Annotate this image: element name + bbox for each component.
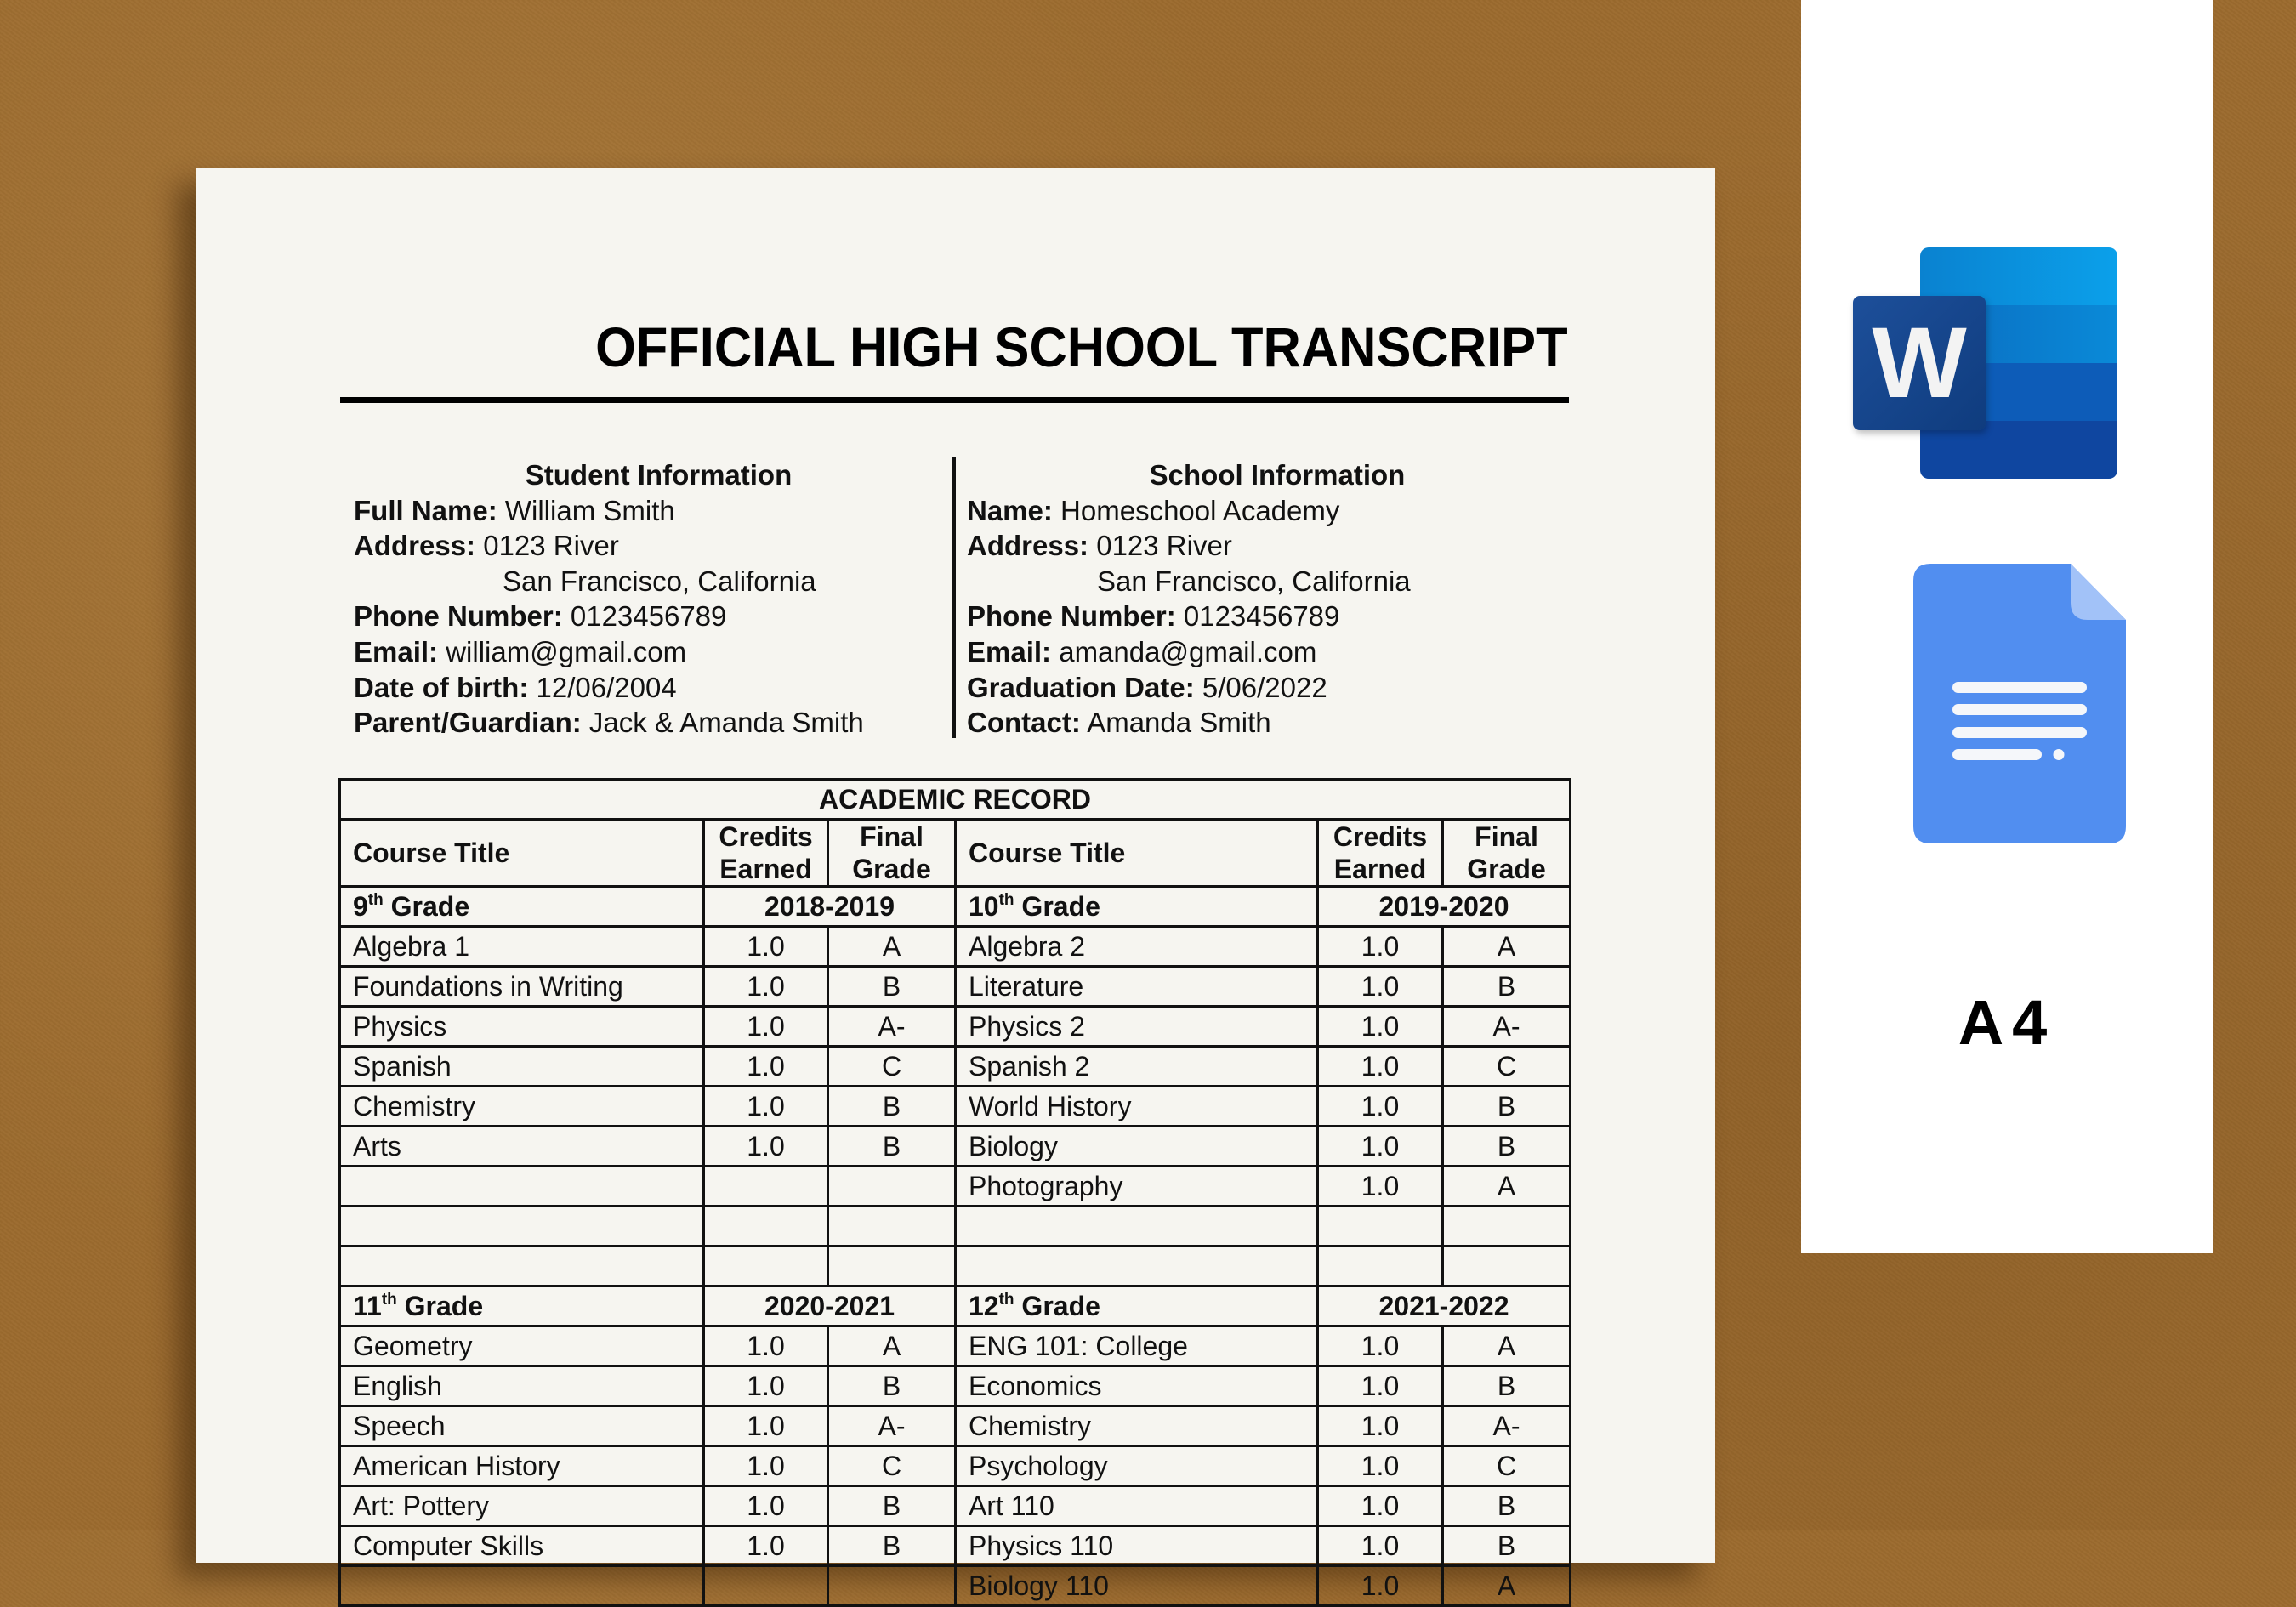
course-cell bbox=[956, 1246, 1318, 1286]
course-cell: Biology 110 bbox=[956, 1566, 1318, 1606]
ordinal-suffix: th bbox=[998, 891, 1014, 909]
grade-level-label bbox=[340, 887, 704, 927]
value: 0123456789 bbox=[570, 600, 727, 633]
paper-size-label: A4 bbox=[1958, 987, 2056, 1058]
table-row bbox=[340, 1446, 1571, 1486]
school-info-heading: School Information bbox=[1149, 459, 1406, 491]
grade-number: 10 bbox=[969, 891, 999, 922]
school-name bbox=[967, 493, 1579, 529]
course-cell: Chemistry bbox=[340, 1087, 704, 1127]
value: Amanda Smith bbox=[1087, 707, 1271, 739]
student-full-name bbox=[354, 493, 949, 529]
student-information bbox=[354, 457, 949, 741]
grade-level-row bbox=[340, 1286, 1571, 1326]
credits-cell bbox=[1318, 1246, 1443, 1286]
course-cell bbox=[956, 1207, 1318, 1246]
credits-cell: 1.0 bbox=[704, 967, 828, 1007]
value: Jack & Amanda Smith bbox=[588, 707, 864, 739]
school-information bbox=[967, 457, 1579, 741]
course-cell: Spanish bbox=[340, 1047, 704, 1087]
course-cell: Spanish 2 bbox=[956, 1047, 1318, 1087]
transcript-page bbox=[196, 168, 1715, 1601]
table-row bbox=[340, 1406, 1571, 1446]
label: Address: bbox=[354, 530, 476, 562]
grade-number: 12 bbox=[969, 1291, 999, 1321]
credits-cell: 1.0 bbox=[1318, 1446, 1443, 1486]
credits-cell: 1.0 bbox=[1318, 1167, 1443, 1207]
credits-cell: 1.0 bbox=[1318, 1526, 1443, 1566]
value: amanda@gmail.com bbox=[1059, 635, 1317, 667]
value: William Smith bbox=[504, 494, 675, 526]
course-cell: Speech bbox=[340, 1406, 704, 1446]
format-side-panel bbox=[1801, 0, 2213, 1253]
value: 0123 River bbox=[1096, 530, 1232, 562]
course-cell: Physics 110 bbox=[956, 1526, 1318, 1566]
document-title: OFFICIAL HIGH SCHOOL TRANSCRIPT bbox=[595, 315, 1568, 378]
label: Phone Number: bbox=[967, 600, 1176, 633]
label: Phone Number: bbox=[354, 600, 563, 633]
credits-cell: 1.0 bbox=[1318, 927, 1443, 967]
ordinal-suffix: th bbox=[381, 1291, 397, 1309]
grade-word: Grade bbox=[1021, 1291, 1100, 1321]
credits-cell: 1.0 bbox=[1318, 1406, 1443, 1446]
course-cell: Algebra 2 bbox=[956, 927, 1318, 967]
course-cell: Algebra 1 bbox=[340, 927, 704, 967]
grade-cell: C bbox=[1443, 1446, 1571, 1486]
student-info-heading: Student Information bbox=[525, 459, 793, 491]
google-docs-icon[interactable] bbox=[1913, 564, 2126, 843]
grade-cell: B bbox=[828, 1366, 956, 1406]
credits-cell bbox=[704, 1207, 828, 1246]
table-row bbox=[340, 1127, 1571, 1167]
credits-cell: 1.0 bbox=[704, 1406, 828, 1446]
label: Date of birth: bbox=[354, 671, 529, 703]
credits-cell: 1.0 bbox=[704, 1127, 828, 1167]
grade-number: 9 bbox=[353, 891, 368, 922]
header-final-grade bbox=[828, 820, 956, 887]
school-email bbox=[967, 634, 1579, 670]
grade-word: Grade bbox=[404, 1291, 484, 1321]
credits-cell: 1.0 bbox=[704, 1366, 828, 1406]
table-row bbox=[340, 1526, 1571, 1566]
header-credits-earned bbox=[1318, 820, 1443, 887]
table-row bbox=[340, 1047, 1571, 1087]
grade-cell: B bbox=[828, 967, 956, 1007]
academic-record-table bbox=[338, 778, 1571, 1607]
course-cell: Geometry bbox=[340, 1326, 704, 1366]
course-cell bbox=[340, 1246, 704, 1286]
credits-cell: 1.0 bbox=[704, 1047, 828, 1087]
grade-cell: B bbox=[1443, 1087, 1571, 1127]
grade-cell: B bbox=[828, 1127, 956, 1167]
course-cell: English bbox=[340, 1366, 704, 1406]
header-line: Earned bbox=[719, 854, 812, 884]
grade-cell: B bbox=[828, 1526, 956, 1566]
credits-cell: 1.0 bbox=[1318, 1326, 1443, 1366]
grade-cell: A bbox=[1443, 927, 1571, 967]
info-divider bbox=[952, 457, 956, 738]
grade-level-label bbox=[340, 1286, 704, 1326]
grade-cell: B bbox=[1443, 967, 1571, 1007]
label: Name: bbox=[967, 494, 1053, 526]
course-cell: Psychology bbox=[956, 1446, 1318, 1486]
grade-cell: B bbox=[828, 1486, 956, 1526]
header-line: Credits bbox=[719, 821, 813, 852]
course-cell: Economics bbox=[956, 1366, 1318, 1406]
table-row bbox=[340, 1326, 1571, 1366]
student-dob bbox=[354, 670, 949, 706]
table-row bbox=[340, 927, 1571, 967]
credits-cell: 1.0 bbox=[1318, 1127, 1443, 1167]
course-cell: Arts bbox=[340, 1127, 704, 1167]
header-line: Final bbox=[860, 821, 924, 852]
academic-record-title: ACADEMIC RECORD bbox=[340, 780, 1571, 820]
credits-cell: 1.0 bbox=[704, 1446, 828, 1486]
grade-cell bbox=[828, 1566, 956, 1606]
label: Full Name: bbox=[354, 494, 497, 526]
credits-cell: 1.0 bbox=[704, 1326, 828, 1366]
grade-level-label bbox=[956, 1286, 1318, 1326]
header-course-title: Course Title bbox=[340, 820, 704, 887]
credits-cell: 1.0 bbox=[704, 1007, 828, 1047]
course-cell: Foundations in Writing bbox=[340, 967, 704, 1007]
label: Parent/Guardian: bbox=[354, 707, 582, 739]
value: 0123456789 bbox=[1183, 600, 1340, 633]
header-line: Credits bbox=[1333, 821, 1428, 852]
credits-cell: 1.0 bbox=[1318, 1007, 1443, 1047]
grade-cell bbox=[1443, 1207, 1571, 1246]
grade-cell bbox=[828, 1167, 956, 1207]
value: 5/06/2022 bbox=[1202, 671, 1327, 703]
credits-cell bbox=[704, 1167, 828, 1207]
header-line: Final bbox=[1475, 821, 1538, 852]
course-cell: Art 110 bbox=[956, 1486, 1318, 1526]
grade-cell: C bbox=[828, 1446, 956, 1486]
course-cell: ENG 101: College bbox=[956, 1326, 1318, 1366]
student-email bbox=[354, 634, 949, 670]
table-row bbox=[340, 1566, 1571, 1606]
credits-cell bbox=[1318, 1207, 1443, 1246]
grade-word: Grade bbox=[1021, 891, 1100, 922]
course-cell: Physics bbox=[340, 1007, 704, 1047]
grade-cell: B bbox=[1443, 1526, 1571, 1566]
course-cell bbox=[340, 1566, 704, 1606]
grade-number: 11 bbox=[353, 1291, 382, 1321]
course-cell: Literature bbox=[956, 967, 1318, 1007]
label: Email: bbox=[967, 635, 1052, 667]
credits-cell bbox=[704, 1246, 828, 1286]
table-row bbox=[340, 1207, 1571, 1246]
grade-word: Grade bbox=[390, 891, 470, 922]
course-cell: Chemistry bbox=[956, 1406, 1318, 1446]
credits-cell: 1.0 bbox=[704, 1486, 828, 1526]
header-line: Grade bbox=[1467, 854, 1546, 884]
header-line: Earned bbox=[1333, 854, 1427, 884]
grade-cell: C bbox=[1443, 1047, 1571, 1087]
grade-cell: A bbox=[828, 1326, 956, 1366]
grade-cell: C bbox=[828, 1047, 956, 1087]
grade-cell: A- bbox=[1443, 1406, 1571, 1446]
label: Email: bbox=[354, 635, 439, 667]
course-cell: Computer Skills bbox=[340, 1526, 704, 1566]
value: 12/06/2004 bbox=[536, 671, 677, 703]
course-cell: American History bbox=[340, 1446, 704, 1486]
table-row bbox=[340, 1007, 1571, 1047]
table-row bbox=[340, 1246, 1571, 1286]
table-row bbox=[340, 1486, 1571, 1526]
grade-cell: A- bbox=[828, 1406, 956, 1446]
grade-cell: A bbox=[828, 927, 956, 967]
credits-cell: 1.0 bbox=[1318, 1087, 1443, 1127]
value: Homeschool Academy bbox=[1060, 494, 1340, 526]
ordinal-suffix: th bbox=[367, 891, 384, 909]
course-cell: Photography bbox=[956, 1167, 1318, 1207]
credits-cell: 1.0 bbox=[1318, 1566, 1443, 1606]
credits-cell: 1.0 bbox=[704, 1087, 828, 1127]
credits-cell: 1.0 bbox=[1318, 1366, 1443, 1406]
table-row bbox=[340, 1087, 1571, 1127]
header-course-title: Course Title bbox=[956, 820, 1318, 887]
grade-cell: B bbox=[1443, 1127, 1571, 1167]
school-contact bbox=[967, 705, 1579, 741]
course-cell bbox=[340, 1207, 704, 1246]
credits-cell: 1.0 bbox=[1318, 1047, 1443, 1087]
credits-cell: 1.0 bbox=[704, 1526, 828, 1566]
label: Graduation Date: bbox=[967, 671, 1195, 703]
label: Contact: bbox=[967, 707, 1081, 739]
school-year: 2018-2019 bbox=[704, 887, 956, 927]
header-line: Grade bbox=[852, 854, 931, 884]
school-address bbox=[967, 528, 1579, 564]
grade-cell bbox=[828, 1207, 956, 1246]
course-cell: World History bbox=[956, 1087, 1318, 1127]
value: 0123 River bbox=[483, 530, 619, 562]
title-underline bbox=[340, 397, 1569, 403]
grade-cell: A bbox=[1443, 1326, 1571, 1366]
course-cell bbox=[340, 1167, 704, 1207]
student-address bbox=[354, 528, 949, 564]
student-phone bbox=[354, 599, 949, 634]
school-graduation-date bbox=[967, 670, 1579, 706]
grade-cell: A bbox=[1443, 1566, 1571, 1606]
grade-cell: A- bbox=[828, 1007, 956, 1047]
school-year: 2020-2021 bbox=[704, 1286, 956, 1326]
grade-cell: A- bbox=[1443, 1007, 1571, 1047]
grade-cell bbox=[828, 1246, 956, 1286]
ordinal-suffix: th bbox=[998, 1291, 1014, 1309]
grade-cell: B bbox=[1443, 1366, 1571, 1406]
microsoft-word-icon[interactable] bbox=[1872, 247, 2117, 479]
course-cell: Art: Pottery bbox=[340, 1486, 704, 1526]
value: william@gmail.com bbox=[446, 635, 687, 667]
grade-cell: B bbox=[828, 1087, 956, 1127]
table-header-row bbox=[340, 820, 1571, 887]
grade-cell: B bbox=[1443, 1486, 1571, 1526]
school-year: 2019-2020 bbox=[1318, 887, 1571, 927]
credits-cell: 1.0 bbox=[1318, 1486, 1443, 1526]
header-credits-earned bbox=[704, 820, 828, 887]
grade-level-label bbox=[956, 887, 1318, 927]
table-row bbox=[340, 1366, 1571, 1406]
header-final-grade bbox=[1443, 820, 1571, 887]
school-year: 2021-2022 bbox=[1318, 1286, 1571, 1326]
grade-cell bbox=[1443, 1246, 1571, 1286]
grade-level-row bbox=[340, 887, 1571, 927]
school-phone bbox=[967, 599, 1579, 634]
table-row bbox=[340, 1167, 1571, 1207]
student-address-line2: San Francisco, California bbox=[503, 565, 816, 597]
student-guardian bbox=[354, 705, 949, 741]
table-row bbox=[340, 967, 1571, 1007]
credits-cell: 1.0 bbox=[1318, 967, 1443, 1007]
word-letter-tile: W bbox=[1853, 296, 1986, 430]
course-cell: Physics 2 bbox=[956, 1007, 1318, 1047]
credits-cell: 1.0 bbox=[704, 927, 828, 967]
school-address-line2: San Francisco, California bbox=[1097, 565, 1411, 597]
label: Address: bbox=[967, 530, 1089, 562]
credits-cell bbox=[704, 1566, 828, 1606]
grade-cell: A bbox=[1443, 1167, 1571, 1207]
course-cell: Biology bbox=[956, 1127, 1318, 1167]
academic-record-title-row bbox=[340, 780, 1571, 820]
